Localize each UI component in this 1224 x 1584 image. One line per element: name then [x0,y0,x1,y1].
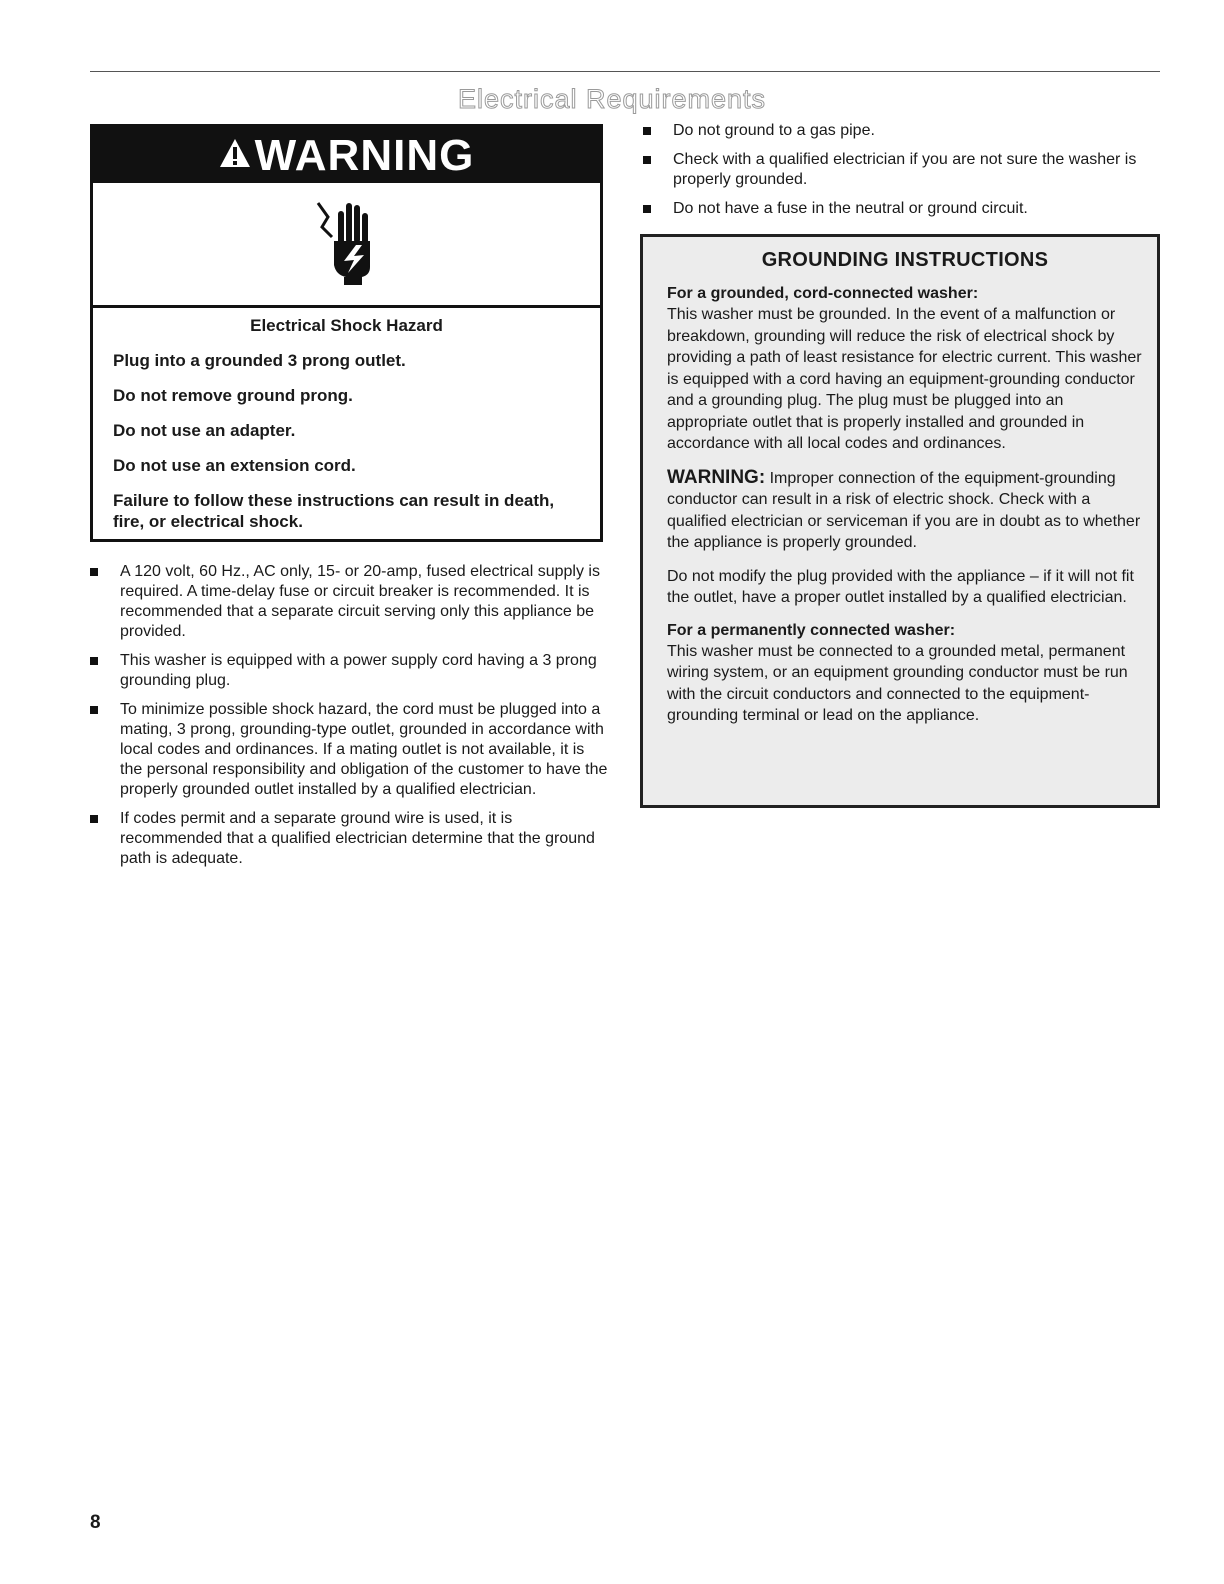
square-bullet-icon [90,706,98,714]
warning-line: Plug into a grounded 3 prong outlet. [113,351,406,370]
square-bullet-icon [90,815,98,823]
hazard-title: Electrical Shock Hazard [250,316,443,335]
warning-line: Do not use an adapter. [113,421,296,440]
grounding-title: GROUNDING INSTRUCTIONS [761,249,1049,271]
square-bullet-icon [90,568,98,576]
modify-plug-text: Do not modify the plug provided with the appliance – if it will not fit the outlet, have a proper outlet installed by a qualified electrician. [667,567,1134,606]
warning-header [93,127,600,183]
list-item-text: To minimize possible shock hazard, the cord must be plugged into a mating, 3 prong, grounding-type outlet, grounded in accordance with local codes and ordinances. If a mating outlet is not available, it is the personal responsibility and obligation of the customer to have the properly grounded outlet installed by a qualified electrician. [120,701,608,798]
grounding-warning-text: Improper connection of the equipment-grounding conductor can result in a risk of electric shock. Check with a qualified electrician or serviceman if you are in doubt as to whether the appliance is properly grounded. [667,469,1141,551]
grounding-instructions-box [640,234,1160,808]
square-bullet-icon [90,657,98,665]
square-bullet-icon [643,127,651,135]
right-bullet-list [643,121,1158,228]
list-item-text: If codes permit and a separate ground wire is used, it is recommended that a qualified electrician determine that the ground path is adequate. [120,810,595,867]
list-item-text: Check with a qualified electrician if you are not sure the washer is properly grounded. [673,151,1137,188]
permanent-connection-text: This washer must be connected to a grounded metal, permanent wiring system, or an equipment grounding conductor must be run with the circuit conductors and connected to the equipment-grounding terminal or lead on the appliance. [667,642,1128,724]
grounding-warning-label: WARNING: [667,466,766,488]
left-bullet-list [90,562,610,878]
list-item [90,562,610,642]
list-item-text: This washer is equipped with a power supply cord having a 3 prong grounding plug. [120,652,597,689]
list-item [643,199,1158,219]
cord-connected-text: This washer must be grounded. In the event of a malfunction or breakdown, grounding will reduce the risk of electrical shock by providing a path of least resistance for electric current. This washer is equipped with a cord having an equipment-grounding conductor and a grounding plug. The plug must be plugged into an appropriate outlet that is properly installed and grounded in accordance with all local codes and ordinances. [667,306,1142,452]
warning-line: Do not remove ground prong. [113,386,353,405]
square-bullet-icon [643,156,651,164]
list-item-text: A 120 volt, 60 Hz., AC only, 15- or 20-amp, fused electrical supply is required. A time-delay fuse or circuit breaker is recommended. It is recommended that a separate circuit serving only this appliance be provided. [120,563,600,640]
warning-line: Failure to follow these instructions can result in death, fire, or electrical shock. [113,491,555,531]
list-item-text: Do not have a fuse in the neutral or ground circuit. [673,200,1028,217]
page-title: Electrical Requirements [457,84,767,114]
list-item [90,651,610,691]
grounding-warning [667,467,1143,554]
warning-icon-area [93,183,600,308]
square-bullet-icon [643,205,651,213]
list-item [90,700,610,800]
warning-triangle-icon [219,125,251,183]
cord-connected-heading: For a grounded, cord-connected washer: [667,285,979,302]
warning-line: Do not use an extension cord. [113,456,356,475]
warning-body [93,308,600,532]
list-item [643,121,1158,141]
list-item-text: Do not ground to a gas pipe. [673,122,875,139]
top-rule [90,71,1160,72]
warning-box [90,124,603,542]
warning-header-label: WARNING [254,131,475,180]
permanent-connection-heading: For a permanently connected washer: [667,621,956,639]
electric-shock-hand-icon [312,197,382,292]
list-item [90,809,610,869]
list-item [643,150,1158,190]
page-number: 8 [90,1512,101,1533]
